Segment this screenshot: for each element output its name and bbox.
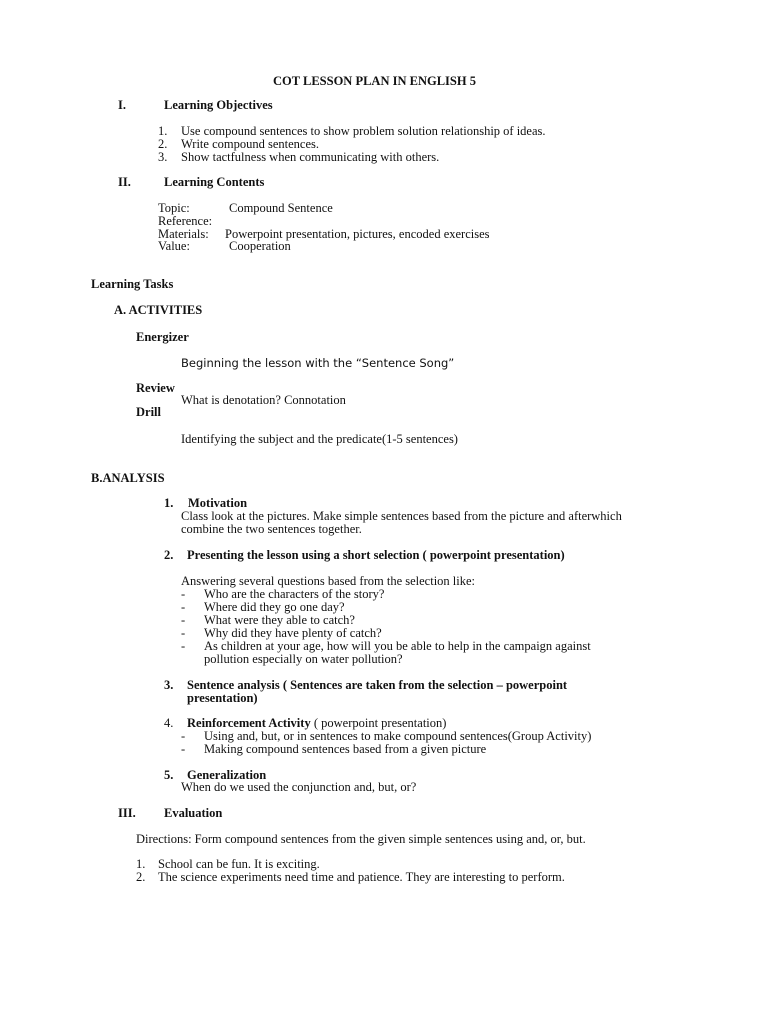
evaluation-item: The science experiments need time and patience. They are interesting to perform. [158,870,565,884]
drill-label: Drill [136,405,161,419]
reinforcement-item: Making compound sentences based from a given picture [204,742,487,756]
content-value: Powerpoint presentation, pictures, encoded exercises [225,227,490,241]
reinforcement-number: 4. [164,716,174,730]
reinforcement-item: Using and, but, or in sentences to make compound sentences(Group Activity) [204,729,592,743]
energizer-text: Beginning the lesson with the “Sentence Song” [181,356,455,370]
questions-intro: Answering several questions based from the selection like: [181,574,476,588]
activities-heading: A. ACTIVITIES [114,303,203,317]
section-2-numeral: II. [118,175,131,189]
objective-item: Show tactfulness when communicating with others. [181,150,440,164]
content-label: Topic: [158,201,190,215]
generalization-number: 5. [164,768,174,782]
objective-number: 1. [158,124,168,138]
energizer-label: Energizer [136,330,189,344]
objective-item: Write compound sentences. [181,137,319,151]
sentence-analysis-number: 3. [164,678,174,692]
objective-item: Use compound sentences to show problem solution relationship of ideas. [181,124,546,138]
question-item: Where did they go one day? [204,600,345,614]
evaluation-number: 2. [136,870,146,884]
section-1-numeral: I. [118,98,126,112]
objective-number: 2. [158,137,168,151]
content-value: Compound Sentence [229,201,333,215]
section-3-heading: Evaluation [164,806,223,820]
motivation-text: Class look at the pictures. Make simple sentences based from the picture and afterwhich [181,509,622,523]
analysis-heading: B.ANALYSIS [91,471,165,485]
reinforcement-label: Reinforcement Activity [187,716,311,730]
bullet-dash: - [181,626,186,640]
question-item-continued: pollution especially on water pollution? [204,652,403,666]
reinforcement-note: ( powerpoint presentation) [310,716,447,730]
evaluation-directions: Directions: Form compound sentences from the given simple sentences using and, or, but. [136,832,586,846]
section-2-heading: Learning Contents [164,175,265,189]
content-label: Materials: [158,227,209,241]
section-3-numeral: III. [118,806,136,820]
presenting-label: Presenting the lesson using a short selection ( powerpoint presentation) [187,548,565,562]
document-title: COT LESSON PLAN IN ENGLISH 5 [273,74,476,88]
drill-text: Identifying the subject and the predicate(1-5 sentences) [181,432,458,446]
evaluation-number: 1. [136,857,146,871]
bullet-dash: - [181,613,186,627]
section-1-heading: Learning Objectives [164,98,273,112]
content-label: Reference: [158,214,213,228]
bullet-dash: - [181,639,186,653]
generalization-text: When do we used the conjunction and, but, or? [181,780,417,794]
bullet-dash: - [181,587,186,601]
presenting-number: 2. [164,548,174,562]
bullet-dash: - [181,742,186,756]
motivation-number: 1. [164,496,174,510]
content-value: Cooperation [229,239,291,253]
evaluation-item: School can be fun. It is exciting. [158,857,320,871]
motivation-label: Motivation [188,496,248,510]
generalization-label: Generalization [187,768,267,782]
content-label: Value: [158,239,190,253]
question-item: Why did they have plenty of catch? [204,626,382,640]
review-text: What is denotation? Connotation [181,393,346,407]
bullet-dash: - [181,729,186,743]
learning-tasks-heading: Learning Tasks [91,277,174,291]
bullet-dash: - [181,600,186,614]
sentence-analysis-label-continued: presentation) [187,691,258,705]
review-label: Review [136,381,175,395]
question-item: As children at your age, how will you be able to help in the campaign against [204,639,591,653]
motivation-text: combine the two sentences together. [181,522,362,536]
objective-number: 3. [158,150,168,164]
sentence-analysis-label: Sentence analysis ( Sentences are taken from the selection – powerpoint [187,678,568,692]
question-item: Who are the characters of the story? [204,587,385,601]
question-item: What were they able to catch? [204,613,355,627]
